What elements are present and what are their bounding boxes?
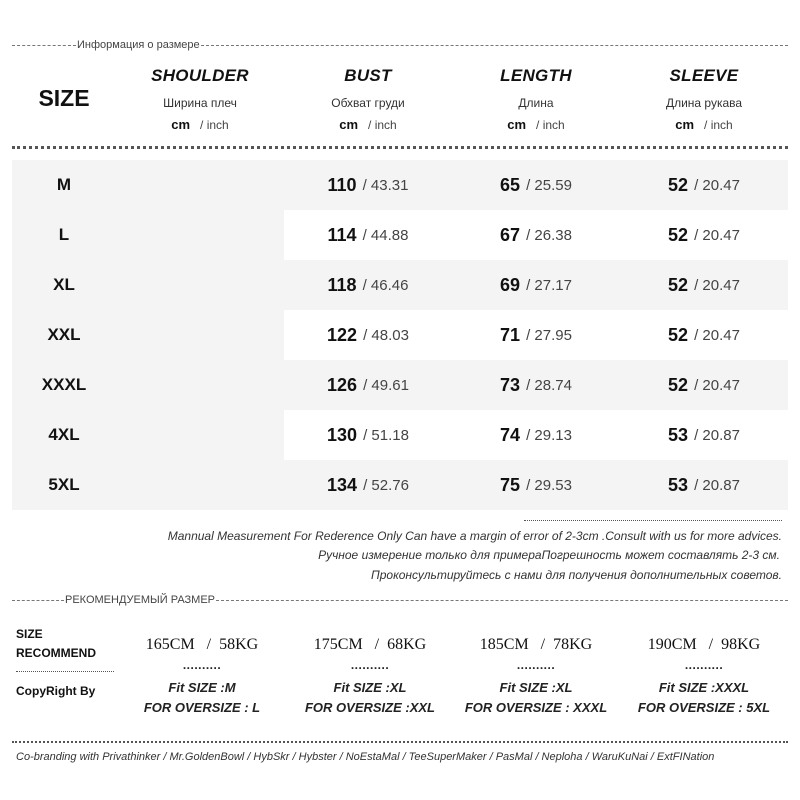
size-info-title-text: Информация о размере	[77, 39, 200, 51]
size-cell: 5XL	[48, 475, 80, 494]
length-unit-inch: / inch	[536, 118, 565, 132]
bust-inch: / 43.31	[362, 176, 409, 194]
notes-divider	[524, 520, 782, 521]
size-recommend-label	[16, 625, 96, 663]
bust-cm: 126	[327, 374, 358, 395]
size-recommend-line2: RECOMMEND	[16, 646, 96, 660]
size-cell: M	[56, 175, 72, 194]
sleeve-header	[624, 66, 784, 132]
bust-unit-cm: cm	[339, 117, 359, 132]
length-inch: / 25.59	[526, 176, 572, 194]
bust-cell	[284, 460, 452, 510]
bust-cm: 114	[327, 224, 357, 245]
shoulder-unit-cm: cm	[171, 117, 191, 132]
note-ru-2: Проконсультируйтесь с нами для получения дополнительных советов.	[371, 568, 782, 582]
sleeve-cell	[620, 460, 788, 510]
size-cell: 4XL	[12, 410, 116, 460]
bust-inch: / 46.46	[362, 276, 409, 294]
size-info-title	[12, 39, 788, 51]
length-cm: 71	[500, 324, 521, 345]
shoulder-cell	[116, 310, 284, 360]
recommend-item	[452, 636, 620, 715]
copyright-label: CopyRight By	[16, 684, 96, 698]
recommend-title	[12, 594, 788, 606]
recommend-item	[620, 636, 788, 715]
length-header	[456, 66, 616, 132]
bust-cm: 134	[327, 474, 358, 495]
length-inch: / 28.74	[526, 376, 572, 394]
fit-size: Fit SIZE :M	[168, 680, 236, 695]
sleeve-inch: / 20.47	[694, 226, 740, 244]
height-weight: 185CM / 78KG	[479, 636, 593, 653]
sleeve-cell	[620, 160, 788, 210]
height-weight: 175CM / 68KG	[313, 636, 427, 653]
sleeve-cell	[620, 210, 788, 260]
length-cm: 74	[500, 424, 521, 445]
shoulder-cell	[116, 410, 284, 460]
sleeve-inch: / 20.47	[694, 376, 740, 394]
length-cm: 69	[500, 274, 521, 295]
bust-inch: / 51.18	[363, 426, 409, 444]
table-row	[12, 460, 788, 510]
length-cell	[452, 410, 620, 460]
sleeve-inch: / 20.47	[694, 326, 740, 344]
label-divider	[16, 671, 114, 672]
sleeve-cell	[620, 310, 788, 360]
sleeve-header-en: SLEEVE	[669, 66, 739, 85]
header-divider	[12, 146, 788, 149]
fit-size: Fit SIZE :XXXL	[658, 680, 750, 695]
length-cm: 75	[500, 474, 521, 495]
bust-cell	[284, 160, 452, 210]
fit-size: Fit SIZE :XL	[499, 680, 573, 695]
bust-cell	[284, 260, 452, 310]
bust-unit-inch: / inch	[368, 118, 397, 132]
shoulder-header-en: SHOULDER	[151, 66, 249, 85]
dots-separator: ..........	[684, 658, 724, 672]
cobranding-footer: Co-branding with Privathinker / Mr.GoldenBowl / HybSkr / Hybster / NoEstaMal / TeeSuperMaker / PasMal / Neploha / WaruKuNai / ExtFINation	[16, 751, 715, 763]
table-row	[12, 260, 788, 310]
length-cell	[452, 210, 620, 260]
bust-inch: / 52.76	[363, 476, 409, 494]
dots-separator: ..........	[350, 658, 390, 672]
shoulder-header	[120, 66, 280, 132]
bust-cell	[284, 310, 452, 360]
size-cell: L	[12, 210, 116, 260]
table-row	[12, 360, 788, 410]
bust-cm: 118	[327, 274, 357, 295]
length-cell	[452, 460, 620, 510]
length-inch: / 29.13	[526, 426, 572, 444]
length-cm: 67	[500, 224, 521, 245]
length-cell	[452, 260, 620, 310]
sleeve-cm: 53	[668, 424, 689, 445]
bust-cm: 122	[327, 324, 358, 345]
sleeve-cell	[620, 410, 788, 460]
table-row	[12, 310, 788, 360]
sleeve-inch: / 20.47	[694, 176, 740, 194]
size-cell: XL	[53, 275, 75, 294]
oversize: FOR OVERSIZE : 5XL	[637, 700, 771, 715]
footer-divider	[12, 741, 788, 743]
sleeve-cm: 53	[668, 474, 689, 495]
sleeve-cell	[620, 360, 788, 410]
length-cm: 65	[500, 174, 521, 195]
fit-size: Fit SIZE :XL	[333, 680, 407, 695]
sleeve-cm: 52	[668, 324, 689, 345]
sleeve-cm: 52	[668, 174, 689, 195]
length-inch: / 26.38	[526, 226, 572, 244]
size-cell: XXXL	[41, 375, 87, 394]
recommend-item	[118, 636, 286, 715]
length-cm: 73	[500, 374, 521, 395]
height-weight: 165CM / 58KG	[145, 636, 259, 653]
note-ru-1: Ручное измерение только для примераПогрешность может составлять 2-3 см.	[318, 548, 780, 562]
shoulder-unit-inch: / inch	[200, 118, 229, 132]
length-header-ru: Длина	[518, 96, 554, 110]
length-header-en: LENGTH	[500, 66, 572, 85]
sleeve-inch: / 20.87	[694, 476, 740, 494]
bust-inch: / 44.88	[362, 226, 409, 244]
table-row	[12, 210, 788, 260]
size-header: SIZE	[38, 85, 90, 111]
bust-cell	[284, 360, 452, 410]
length-cell	[452, 160, 620, 210]
length-unit-cm: cm	[507, 117, 527, 132]
sleeve-inch: / 20.47	[694, 276, 740, 294]
length-inch: / 29.53	[526, 476, 572, 494]
size-cell: XXL	[12, 310, 116, 360]
note-en: Mannual Measurement For Rederence Only Can have a margin of error of 2-3cm .Consult with us for more advices.	[167, 529, 782, 543]
oversize: FOR OVERSIZE : L	[143, 700, 261, 715]
bust-header-ru: Обхват груди	[331, 96, 405, 110]
dots-separator: ..........	[516, 658, 556, 672]
length-inch: / 27.17	[526, 276, 572, 294]
sleeve-header-ru: Длина рукава	[665, 96, 743, 110]
sleeve-unit-cm: cm	[675, 117, 695, 132]
oversize: FOR OVERSIZE :XXL	[304, 700, 435, 715]
bust-cm: 110	[327, 174, 357, 195]
table-row	[12, 410, 788, 460]
bust-cm: 130	[327, 424, 358, 445]
bust-inch: / 48.03	[363, 326, 409, 344]
sleeve-cm: 52	[668, 224, 689, 245]
sleeve-inch: / 20.87	[694, 426, 740, 444]
sleeve-cm: 52	[668, 274, 689, 295]
sleeve-cell	[620, 260, 788, 310]
bust-cell	[284, 210, 452, 260]
sleeve-unit-inch: / inch	[704, 118, 733, 132]
bust-header	[288, 66, 448, 132]
shoulder-header-ru: Ширина плеч	[163, 96, 237, 110]
length-inch: / 27.95	[526, 326, 572, 344]
bust-cell	[284, 410, 452, 460]
recommend-title-text: РЕКОМЕНДУЕМЫЙ РАЗМЕР	[65, 594, 216, 606]
length-cell	[452, 310, 620, 360]
shoulder-cell	[116, 210, 284, 260]
length-cell	[452, 360, 620, 410]
sleeve-cm: 52	[668, 374, 689, 395]
table-row	[12, 160, 788, 210]
oversize: FOR OVERSIZE : XXXL	[464, 700, 608, 715]
height-weight: 190CM / 98KG	[647, 636, 761, 653]
bust-inch: / 49.61	[363, 376, 409, 394]
dots-separator: ..........	[182, 658, 222, 672]
bust-header-en: BUST	[344, 66, 392, 85]
size-recommend-line1: SIZE	[16, 627, 43, 641]
recommend-item	[286, 636, 454, 715]
